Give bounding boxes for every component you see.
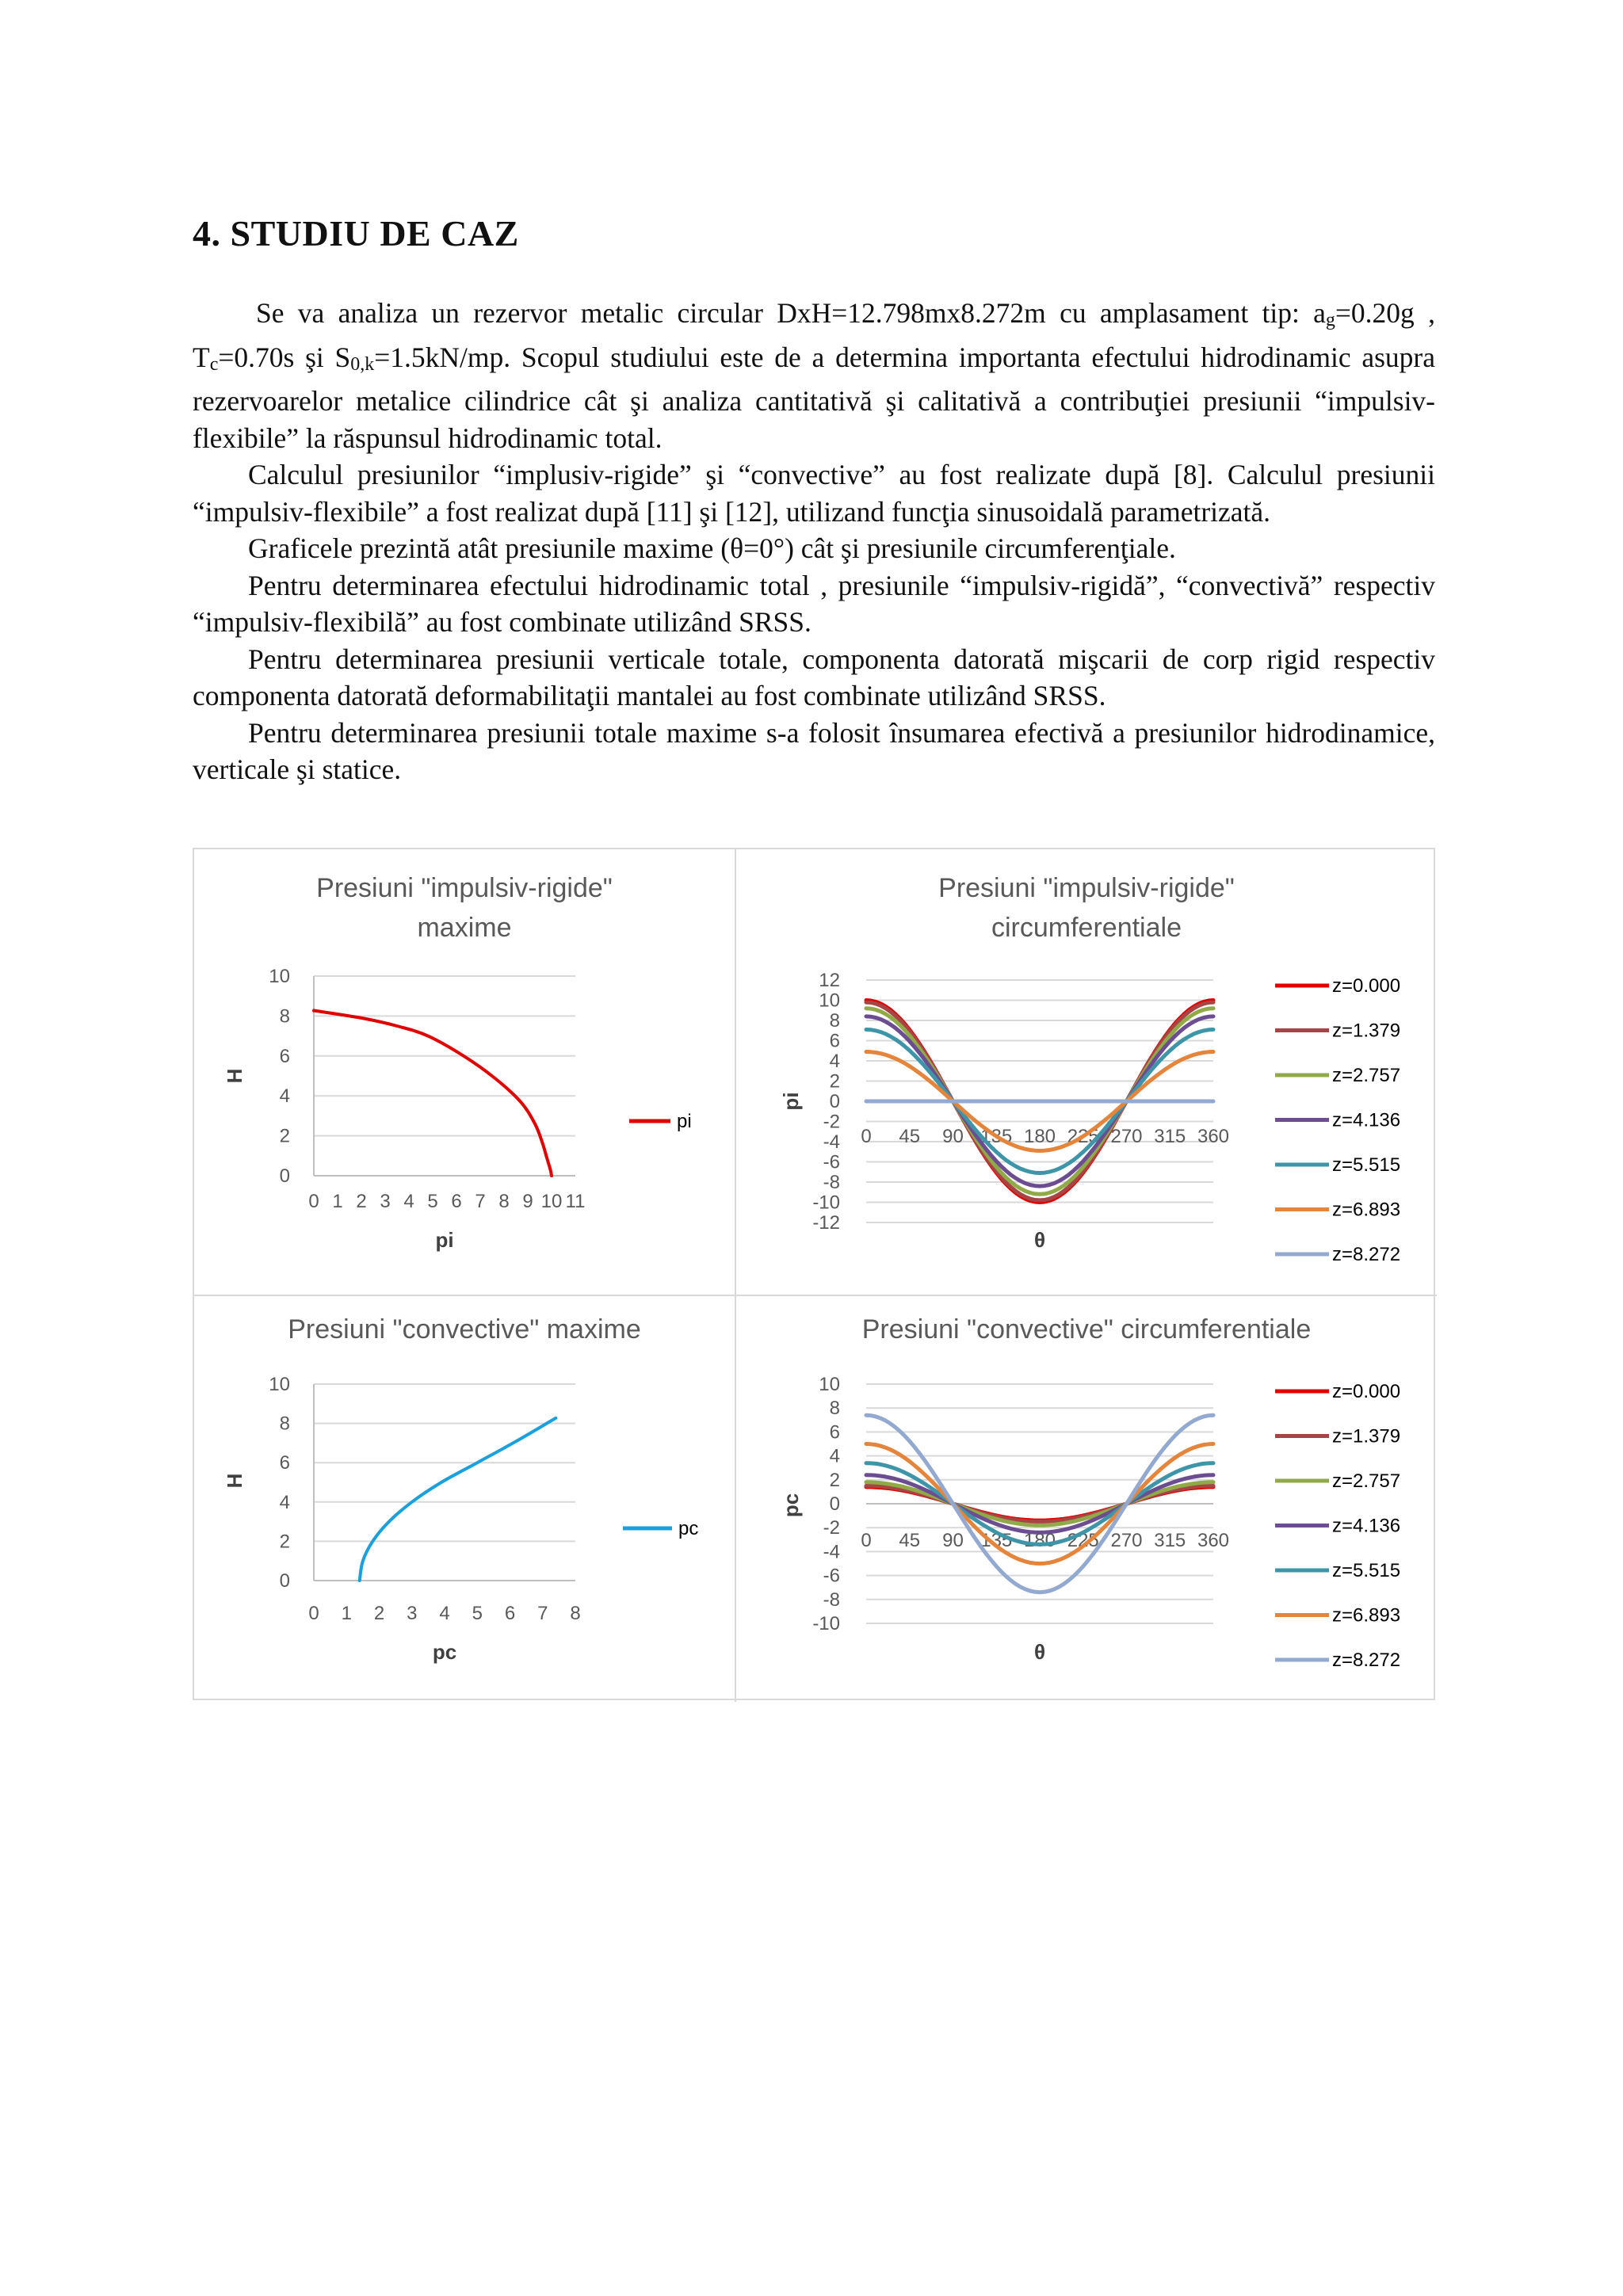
chart-1-x-tick-label: 45	[899, 1126, 921, 1147]
chart-1-title-line-0: Presiuni "impulsiv-rigide"	[938, 873, 1235, 903]
chart-0-y-tick-label: 8	[279, 1005, 290, 1028]
chart-1-y-tick-label: 0	[829, 1091, 840, 1112]
chart-1-x-tick-label: 135	[980, 1126, 1013, 1147]
chart-3-legend-label-4: z=5.515	[1332, 1560, 1401, 1581]
chart-1-legend-label-4: z=5.515	[1332, 1154, 1401, 1176]
chart-0-x-tick-label: 3	[380, 1191, 391, 1212]
chart-3-y-axis-label: pc	[779, 1493, 803, 1518]
chart-1-y-tick-label: -2	[823, 1111, 840, 1133]
chart-3-y-tick-label: 0	[829, 1493, 840, 1515]
chart-0-title-line-1: maxime	[417, 913, 512, 943]
paragraph-1	[193, 295, 1435, 456]
chart-2-y-tick-label: 8	[279, 1413, 290, 1435]
chart-0-x-tick-label: 9	[522, 1191, 533, 1212]
chart-3-x-tick-label: 315	[1154, 1530, 1186, 1551]
chart-0-x-axis-label: pi	[435, 1228, 454, 1252]
paragraph-4: Pentru determinarea efectului hidrodinamic total , presiunile “impulsiv-rigidă”, “convectivă” respectiv “impulsiv-flexibilă” au fost combinate utilizând SRSS.	[193, 569, 1435, 638]
chart-2-x-tick-label: 7	[537, 1603, 548, 1624]
chart-2-series-line-0	[360, 1418, 556, 1581]
paragraph-6: Pentru determinarea presiunii totale maxime s-a folosit însumarea efectivă a presiunilor hidrodinamice, verticale şi statice.	[193, 716, 1435, 785]
chart-1-y-tick-label: 4	[829, 1051, 840, 1072]
chart-1-legend-label-6: z=8.272	[1332, 1244, 1401, 1265]
chart-3-y-tick-label: -8	[823, 1589, 840, 1611]
chart-0-series-line-0	[314, 1011, 552, 1177]
body-text	[193, 295, 1435, 788]
chart-3-legend-label-2: z=2.757	[1332, 1470, 1401, 1492]
chart-2-x-tick-label: 2	[373, 1603, 385, 1624]
chart-0-y-tick-label: 6	[279, 1045, 290, 1067]
chart-2-x-tick-label: 3	[407, 1603, 418, 1624]
chart-1-x-tick-label: 180	[1023, 1126, 1056, 1147]
chart-1-y-tick-label: 2	[829, 1070, 840, 1093]
chart-1-y-tick-label: 10	[819, 990, 840, 1012]
chart-3-y-tick-label: 8	[829, 1398, 840, 1420]
chart-1-x-axis-label: θ	[1033, 1228, 1046, 1252]
chart-3-y-tick-label: -4	[823, 1541, 840, 1563]
chart-0-legend-label-0: pi	[677, 1111, 692, 1132]
chart-2-y-tick-label: 2	[279, 1531, 290, 1553]
chart-3-legend-label-5: z=6.893	[1332, 1604, 1401, 1627]
chart-1-y-axis-label: pi	[779, 1092, 803, 1111]
chart-1-y-tick-label: 12	[819, 970, 840, 991]
chart-1-y-tick-label: -4	[823, 1131, 840, 1153]
chart-3-legend-label-1: z=1.379	[1332, 1425, 1401, 1447]
charts-panel	[193, 848, 1435, 1700]
chart-1-x-tick-label: 90	[942, 1126, 964, 1147]
chart-0-x-tick-label: 4	[403, 1191, 414, 1212]
chart-2-x-tick-label: 8	[570, 1603, 581, 1624]
chart-2-y-tick-label: 10	[269, 1374, 290, 1395]
chart-3-y-tick-label: -6	[823, 1565, 840, 1587]
chart-3-y-tick-label: 4	[829, 1445, 840, 1467]
chart-1-y-tick-label: -12	[812, 1212, 840, 1234]
chart-0-y-axis-label: H	[223, 1068, 246, 1084]
paragraph-5: Pentru determinarea presiunii verticale totale, componenta datorată mişcarii de corp rigid respectiv componenta datorată deformabilitaţii mantalei au fost combinate utilizând SRSS.	[193, 643, 1435, 711]
chart-0-y-tick-label: 4	[279, 1085, 290, 1108]
chart-3-legend-label-0: z=0.000	[1332, 1381, 1401, 1402]
chart-1-legend-label-1: z=1.379	[1332, 1020, 1401, 1042]
chart-3-y-tick-label: -2	[823, 1517, 840, 1539]
chart-0-x-tick-label: 0	[308, 1191, 319, 1212]
p1-sub-c: c	[209, 353, 219, 375]
p1-part-a: Se va analiza un rezervor metalic circular DxH=12.798mx8.272m cu amplasament tip: a	[256, 297, 1326, 329]
chart-0-x-tick-label: 11	[565, 1191, 586, 1212]
chart-0-y-tick-label: 2	[279, 1125, 290, 1147]
chart-1-x-tick-label: 0	[861, 1126, 872, 1147]
chart-3-x-tick-label: 270	[1110, 1530, 1143, 1551]
chart-2-y-axis-label: H	[223, 1473, 246, 1489]
p1-part-d: =1.5kN/mp. Scopul studiului este de a determina importanta efectului hidrodinamic asupra rezervoarelor metalice cilindrice cât şi analiza cantitativă şi calitativă a contribuţiei presiunii “impulsiv-flexibile” la răspunsul hidrodinamic total.	[193, 341, 1435, 454]
chart-1-legend-label-2: z=2.757	[1332, 1065, 1401, 1086]
chart-3-y-tick-label: 10	[819, 1374, 840, 1395]
p1-sub-g: g	[1325, 310, 1335, 330]
chart-2-y-tick-label: 6	[279, 1452, 290, 1474]
chart-2-legend-label-0: pc	[678, 1518, 699, 1539]
chart-3-x-tick-label: 360	[1197, 1530, 1230, 1551]
chart-2-y-tick-label: 0	[279, 1570, 290, 1592]
chart-0-x-tick-label: 7	[475, 1191, 486, 1212]
chart-1-y-tick-label: -6	[823, 1151, 840, 1173]
chart-1-legend-label-5: z=6.893	[1332, 1199, 1401, 1221]
chart-3-x-tick-label: 225	[1067, 1530, 1099, 1551]
chart-1-x-tick-label: 225	[1067, 1126, 1099, 1147]
chart-1-y-tick-label: -8	[823, 1172, 840, 1193]
chart-3-x-tick-label: 90	[942, 1530, 964, 1551]
chart-1-x-tick-label: 270	[1110, 1126, 1143, 1147]
chart-2-x-tick-label: 4	[439, 1603, 450, 1624]
chart-3-y-tick-label: 6	[829, 1421, 840, 1444]
chart-2-y-tick-label: 4	[279, 1491, 290, 1513]
charts-svg	[194, 849, 1437, 1702]
chart-0-y-tick-label: 10	[269, 966, 290, 987]
p1-part-c: =0.70s şi S	[218, 341, 351, 373]
chart-0-x-tick-label: 1	[332, 1191, 343, 1212]
chart-2-x-tick-label: 1	[341, 1603, 352, 1624]
chart-1-y-tick-label: 8	[829, 1010, 840, 1032]
chart-2-x-tick-label: 6	[504, 1603, 516, 1624]
chart-2-x-tick-label: 5	[472, 1603, 483, 1624]
section-heading: 4. STUDIU DE CAZ	[193, 213, 519, 254]
chart-3-y-tick-label: 2	[829, 1469, 840, 1491]
paragraph-2: Calculul presiunilor “implusiv-rigide” şi “convective” au fost realizate după [8]. Calculul presiunii “impulsiv-flexibile” a fost realizat după [11] şi [12], utilizand funcţia sinusoidală parametrizată.	[193, 459, 1435, 528]
chart-1-y-tick-label: -10	[812, 1192, 840, 1214]
p1-part-b: =0.20g , T	[193, 297, 1435, 373]
chart-3-x-tick-label: 180	[1023, 1530, 1056, 1551]
chart-3-x-tick-label: 135	[980, 1530, 1013, 1551]
chart-0-x-tick-label: 2	[356, 1191, 367, 1212]
chart-1-x-tick-label: 360	[1197, 1126, 1230, 1147]
chart-1-legend-label-0: z=0.000	[1332, 975, 1401, 997]
chart-1-x-tick-label: 315	[1154, 1126, 1186, 1147]
chart-3-legend-label-3: z=4.136	[1332, 1515, 1401, 1537]
p1-sub-0k: 0,k	[350, 353, 375, 375]
chart-0-x-tick-label: 5	[427, 1191, 438, 1212]
chart-1-y-tick-label: 6	[829, 1030, 840, 1052]
chart-3-x-tick-label: 45	[899, 1530, 921, 1551]
chart-2-x-tick-label: 0	[308, 1603, 319, 1624]
chart-3-title-line-0: Presiuni "convective" circumferentiale	[861, 1314, 1312, 1344]
paragraph-3: Graficele prezintă atât presiunile maxime (θ=0°) cât şi presiunile circumferenţiale.	[248, 532, 1176, 564]
chart-2-title-line-0: Presiuni "convective" maxime	[288, 1314, 641, 1344]
chart-1-legend-label-3: z=4.136	[1332, 1109, 1401, 1131]
chart-0-x-tick-label: 6	[451, 1191, 462, 1212]
chart-0-y-tick-label: 0	[279, 1165, 290, 1187]
chart-0-x-tick-label: 8	[498, 1191, 510, 1212]
chart-1-title-line-1: circumferentiale	[991, 913, 1182, 943]
chart-2-x-axis-label: pc	[432, 1640, 457, 1664]
chart-3-legend-label-6: z=8.272	[1332, 1650, 1401, 1671]
chart-0-title-line-0: Presiuni "impulsiv-rigide"	[316, 873, 613, 903]
chart-0-x-tick-label: 10	[540, 1191, 563, 1212]
chart-3-x-axis-label: θ	[1033, 1640, 1046, 1664]
chart-3-y-tick-label: -10	[812, 1613, 840, 1634]
chart-3-x-tick-label: 0	[861, 1530, 872, 1551]
